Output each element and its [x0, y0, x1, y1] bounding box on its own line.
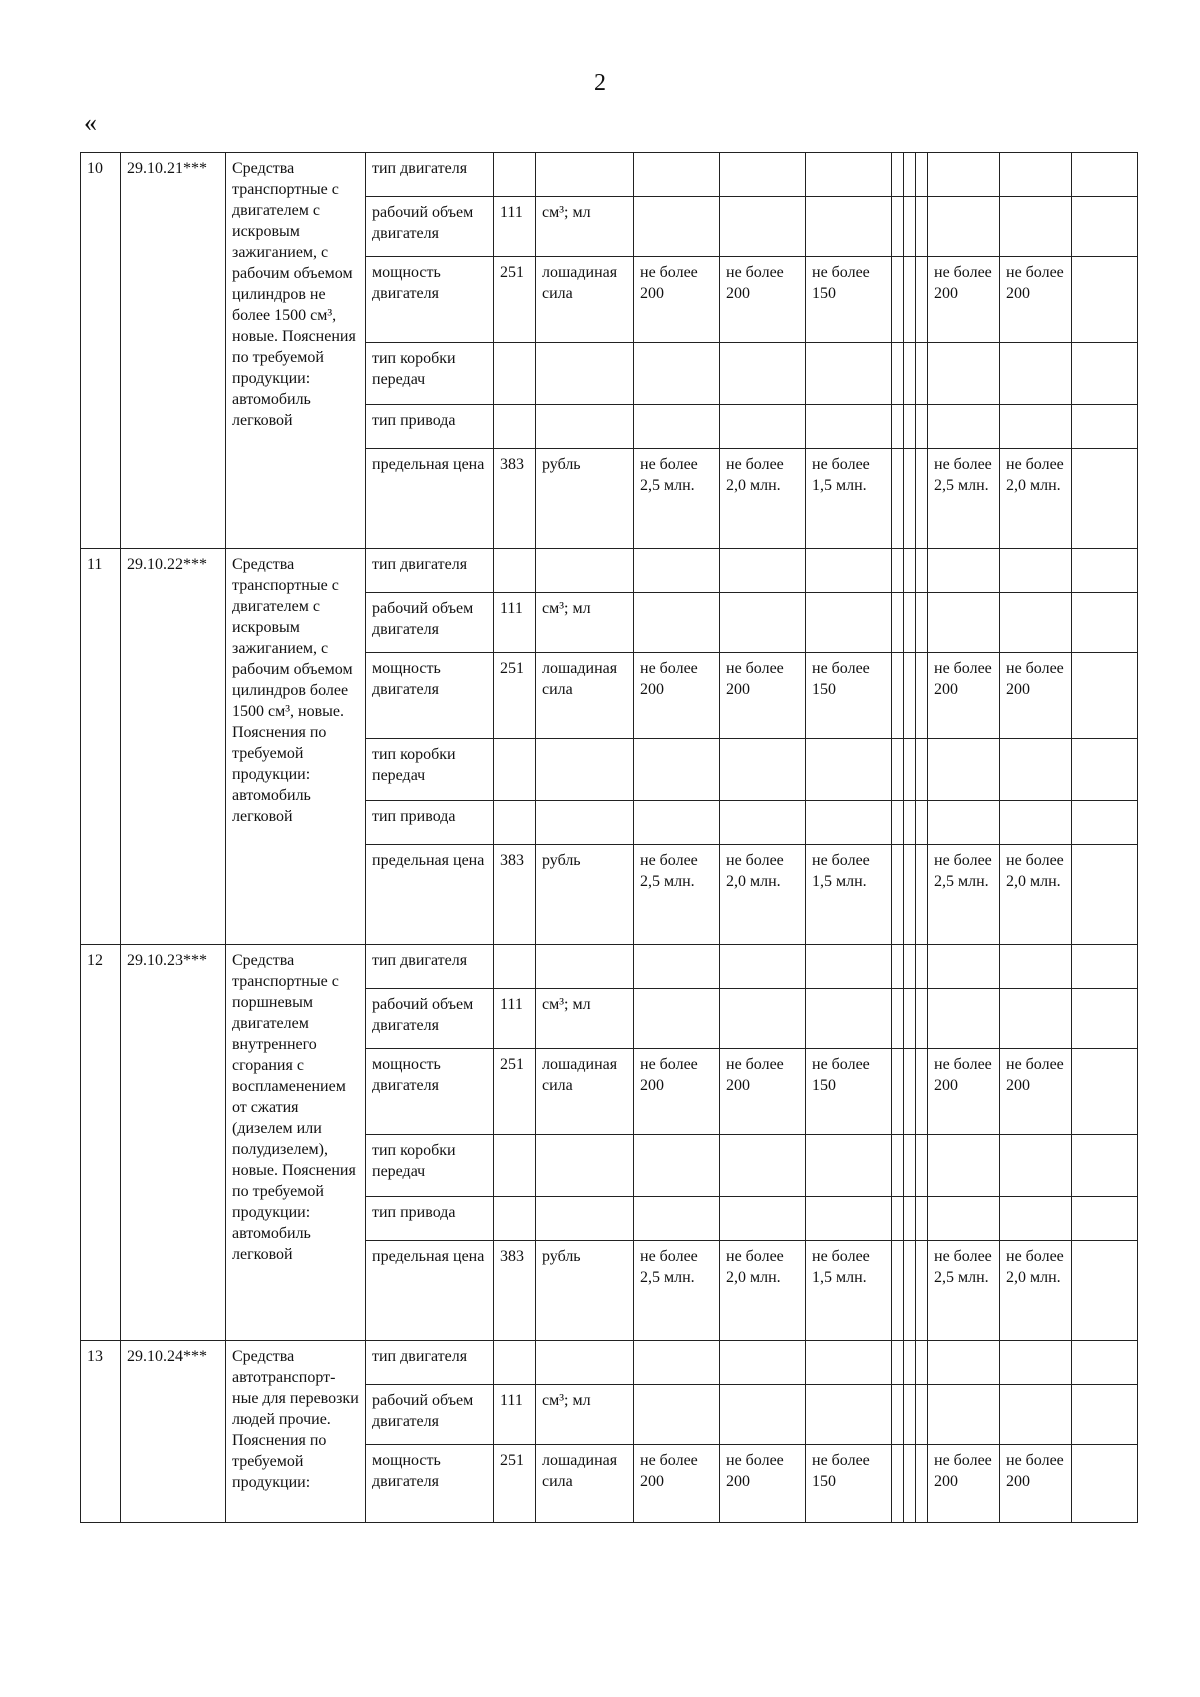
value-cell: [720, 1135, 806, 1197]
okpd-code: 29.10.24***: [121, 1341, 226, 1523]
characteristic-name: тип двигателя: [366, 153, 494, 197]
value-cell: не более 2,0 млн.: [720, 449, 806, 549]
empty-cell: [1072, 1135, 1138, 1197]
empty-cell: [1072, 197, 1138, 257]
narrow-cell: [904, 1049, 916, 1135]
okei-code: [494, 153, 536, 197]
characteristic-name: тип коробки передач: [366, 1135, 494, 1197]
value-cell: [1000, 1197, 1072, 1241]
value-cell: не более 1,5 млн.: [806, 1241, 892, 1341]
value-cell: [634, 405, 720, 449]
value-cell: не более 200: [720, 653, 806, 739]
value-cell: не более 2,5 млн.: [634, 449, 720, 549]
value-cell: [1000, 343, 1072, 405]
unit-name: лошадиная сила: [536, 257, 634, 343]
value-cell: [1000, 549, 1072, 593]
value-cell: не более 2,0 млн.: [720, 1241, 806, 1341]
table-row: [81, 1341, 1138, 1385]
narrow-cell: [892, 1385, 904, 1445]
okpd-code: 29.10.23***: [121, 945, 226, 1341]
vehicle-requirements-table: [80, 152, 1138, 1523]
narrow-cell: [904, 257, 916, 343]
value-cell: [634, 1135, 720, 1197]
value-cell: не более 200: [928, 1049, 1000, 1135]
value-cell: [806, 593, 892, 653]
value-cell: [720, 989, 806, 1049]
unit-name: лошадиная сила: [536, 1445, 634, 1523]
unit-name: см³; мл: [536, 197, 634, 257]
okei-code: 383: [494, 845, 536, 945]
narrow-cell: [916, 1049, 928, 1135]
unit-name: лошадиная сила: [536, 1049, 634, 1135]
value-cell: не более 150: [806, 1049, 892, 1135]
narrow-cell: [892, 653, 904, 739]
okei-code: 251: [494, 1049, 536, 1135]
value-cell: не более 2,5 млн.: [634, 1241, 720, 1341]
narrow-cell: [916, 405, 928, 449]
value-cell: [634, 549, 720, 593]
value-cell: не более 200: [1000, 1049, 1072, 1135]
narrow-cell: [904, 1341, 916, 1385]
empty-cell: [1072, 801, 1138, 845]
value-cell: [806, 1341, 892, 1385]
value-cell: не более 200: [1000, 257, 1072, 343]
value-cell: [806, 153, 892, 197]
narrow-cell: [904, 739, 916, 801]
value-cell: [634, 197, 720, 257]
narrow-cell: [916, 1341, 928, 1385]
empty-cell: [1072, 945, 1138, 989]
value-cell: [1000, 739, 1072, 801]
narrow-cell: [904, 449, 916, 549]
value-cell: [720, 593, 806, 653]
unit-name: рубль: [536, 845, 634, 945]
characteristic-name: предельная цена: [366, 845, 494, 945]
okei-code: 111: [494, 989, 536, 1049]
unit-name: [536, 945, 634, 989]
value-cell: не более 150: [806, 1445, 892, 1523]
value-cell: [928, 197, 1000, 257]
okei-code: 251: [494, 653, 536, 739]
narrow-cell: [916, 1385, 928, 1445]
narrow-cell: [916, 1197, 928, 1241]
narrow-cell: [916, 801, 928, 845]
narrow-cell: [904, 197, 916, 257]
empty-cell: [1072, 1049, 1138, 1135]
narrow-cell: [892, 1135, 904, 1197]
narrow-cell: [892, 197, 904, 257]
empty-cell: [1072, 449, 1138, 549]
narrow-cell: [916, 257, 928, 343]
okei-code: [494, 1197, 536, 1241]
value-cell: [634, 153, 720, 197]
okei-code: [494, 1341, 536, 1385]
value-cell: не более 2,0 млн.: [1000, 1241, 1072, 1341]
opening-quote-mark: «: [84, 108, 97, 137]
narrow-cell: [892, 593, 904, 653]
empty-cell: [1072, 845, 1138, 945]
characteristic-name: тип привода: [366, 801, 494, 845]
okei-code: 383: [494, 1241, 536, 1341]
characteristic-name: рабочий объем двигателя: [366, 197, 494, 257]
unit-name: см³; мл: [536, 1385, 634, 1445]
okei-code: 251: [494, 257, 536, 343]
empty-cell: [1072, 1445, 1138, 1523]
value-cell: не более 1,5 млн.: [806, 845, 892, 945]
value-cell: не более 150: [806, 653, 892, 739]
unit-name: рубль: [536, 449, 634, 549]
unit-name: [536, 739, 634, 801]
narrow-cell: [916, 449, 928, 549]
narrow-cell: [916, 945, 928, 989]
value-cell: [806, 1135, 892, 1197]
okpd-code: 29.10.22***: [121, 549, 226, 945]
table-row: [81, 945, 1138, 989]
value-cell: не более 2,0 млн.: [1000, 449, 1072, 549]
value-cell: [806, 801, 892, 845]
value-cell: [634, 945, 720, 989]
okei-code: 383: [494, 449, 536, 549]
value-cell: [720, 1341, 806, 1385]
narrow-cell: [892, 989, 904, 1049]
okei-code: [494, 945, 536, 989]
narrow-cell: [916, 153, 928, 197]
value-cell: [720, 945, 806, 989]
narrow-cell: [892, 845, 904, 945]
group-number: 10: [81, 153, 121, 549]
narrow-cell: [904, 1445, 916, 1523]
narrow-cell: [904, 549, 916, 593]
value-cell: [1000, 593, 1072, 653]
value-cell: [720, 801, 806, 845]
value-cell: [1000, 1135, 1072, 1197]
narrow-cell: [904, 845, 916, 945]
narrow-cell: [904, 653, 916, 739]
narrow-cell: [904, 1197, 916, 1241]
characteristic-name: тип двигателя: [366, 549, 494, 593]
okei-code: 111: [494, 593, 536, 653]
empty-cell: [1072, 593, 1138, 653]
okpd-code: 29.10.21***: [121, 153, 226, 549]
narrow-cell: [904, 1241, 916, 1341]
value-cell: [806, 989, 892, 1049]
value-cell: [1000, 1341, 1072, 1385]
narrow-cell: [916, 593, 928, 653]
characteristic-name: мощность двигателя: [366, 653, 494, 739]
group-number: 11: [81, 549, 121, 945]
characteristic-name: предельная цена: [366, 1241, 494, 1341]
value-cell: [1000, 1385, 1072, 1445]
okei-code: [494, 343, 536, 405]
narrow-cell: [892, 1197, 904, 1241]
characteristic-name: тип коробки передач: [366, 739, 494, 801]
table-body: [81, 153, 1138, 1523]
value-cell: [720, 343, 806, 405]
narrow-cell: [916, 1135, 928, 1197]
empty-cell: [1072, 549, 1138, 593]
value-cell: [1000, 197, 1072, 257]
narrow-cell: [892, 257, 904, 343]
value-cell: [928, 549, 1000, 593]
value-cell: [634, 593, 720, 653]
value-cell: [720, 197, 806, 257]
narrow-cell: [916, 197, 928, 257]
unit-name: [536, 801, 634, 845]
value-cell: не более 200: [634, 1049, 720, 1135]
narrow-cell: [904, 343, 916, 405]
group-number: 13: [81, 1341, 121, 1523]
empty-cell: [1072, 1197, 1138, 1241]
okei-code: [494, 549, 536, 593]
narrow-cell: [916, 549, 928, 593]
value-cell: [720, 153, 806, 197]
narrow-cell: [916, 653, 928, 739]
value-cell: [806, 197, 892, 257]
value-cell: [928, 1385, 1000, 1445]
characteristic-name: мощность двигателя: [366, 257, 494, 343]
empty-cell: [1072, 989, 1138, 1049]
value-cell: [634, 343, 720, 405]
value-cell: [928, 739, 1000, 801]
product-description: Средства автотранспорт- ные для перевозки людей прочие. Пояснения по требуемой продукции:: [226, 1341, 366, 1523]
narrow-cell: [892, 801, 904, 845]
value-cell: [928, 989, 1000, 1049]
value-cell: [806, 343, 892, 405]
okei-code: [494, 739, 536, 801]
value-cell: [720, 405, 806, 449]
value-cell: не более 2,0 млн.: [1000, 845, 1072, 945]
value-cell: [634, 801, 720, 845]
narrow-cell: [892, 343, 904, 405]
unit-name: [536, 1135, 634, 1197]
value-cell: не более 200: [928, 653, 1000, 739]
okei-code: 111: [494, 197, 536, 257]
empty-cell: [1072, 1341, 1138, 1385]
value-cell: [928, 153, 1000, 197]
value-cell: не более 2,5 млн.: [634, 845, 720, 945]
value-cell: [720, 549, 806, 593]
value-cell: не более 200: [1000, 1445, 1072, 1523]
value-cell: не более 2,5 млн.: [928, 449, 1000, 549]
value-cell: [806, 549, 892, 593]
table-row: [81, 153, 1138, 197]
value-cell: не более 2,0 млн.: [720, 845, 806, 945]
okei-code: [494, 1135, 536, 1197]
value-cell: [720, 1197, 806, 1241]
empty-cell: [1072, 343, 1138, 405]
empty-cell: [1072, 1385, 1138, 1445]
characteristic-name: мощность двигателя: [366, 1445, 494, 1523]
narrow-cell: [904, 989, 916, 1049]
product-description: Средства транспортные с двигателем с искровым зажиганием, с рабочим объемом цилиндров не более 1500 см³, новые. Пояснения по требуемой продукции: автомобиль легковой: [226, 153, 366, 549]
value-cell: [634, 1341, 720, 1385]
unit-name: [536, 549, 634, 593]
empty-cell: [1072, 257, 1138, 343]
value-cell: не более 200: [634, 257, 720, 343]
narrow-cell: [892, 945, 904, 989]
unit-name: [536, 405, 634, 449]
okei-code: [494, 405, 536, 449]
unit-name: лошадиная сила: [536, 653, 634, 739]
narrow-cell: [916, 989, 928, 1049]
value-cell: [806, 739, 892, 801]
characteristic-name: рабочий объем двигателя: [366, 1385, 494, 1445]
narrow-cell: [904, 1385, 916, 1445]
product-description: Средства транспортные с двигателем с искровым зажиганием, с рабочим объемом цилиндров более 1500 см³, новые. Пояснения по требуемой продукции: автомобиль легковой: [226, 549, 366, 945]
value-cell: [1000, 989, 1072, 1049]
page-number: 2: [594, 70, 606, 96]
narrow-cell: [904, 945, 916, 989]
unit-name: [536, 1197, 634, 1241]
value-cell: не более 200: [928, 1445, 1000, 1523]
narrow-cell: [916, 739, 928, 801]
value-cell: не более 200: [1000, 653, 1072, 739]
value-cell: [634, 1197, 720, 1241]
table-row: [81, 549, 1138, 593]
empty-cell: [1072, 653, 1138, 739]
narrow-cell: [904, 405, 916, 449]
value-cell: [928, 405, 1000, 449]
characteristic-name: мощность двигателя: [366, 1049, 494, 1135]
value-cell: не более 200: [720, 257, 806, 343]
characteristic-name: тип двигателя: [366, 945, 494, 989]
unit-name: [536, 343, 634, 405]
value-cell: [1000, 405, 1072, 449]
value-cell: [806, 1385, 892, 1445]
value-cell: [928, 1197, 1000, 1241]
unit-name: см³; мл: [536, 593, 634, 653]
value-cell: [928, 1135, 1000, 1197]
empty-cell: [1072, 739, 1138, 801]
value-cell: [806, 1197, 892, 1241]
unit-name: см³; мл: [536, 989, 634, 1049]
empty-cell: [1072, 153, 1138, 197]
value-cell: [928, 593, 1000, 653]
narrow-cell: [916, 845, 928, 945]
value-cell: [634, 1385, 720, 1445]
characteristic-name: предельная цена: [366, 449, 494, 549]
value-cell: не более 150: [806, 257, 892, 343]
value-cell: [1000, 153, 1072, 197]
narrow-cell: [892, 405, 904, 449]
value-cell: не более 1,5 млн.: [806, 449, 892, 549]
narrow-cell: [904, 153, 916, 197]
narrow-cell: [904, 593, 916, 653]
characteristic-name: тип привода: [366, 405, 494, 449]
characteristic-name: рабочий объем двигателя: [366, 593, 494, 653]
empty-cell: [1072, 1241, 1138, 1341]
unit-name: рубль: [536, 1241, 634, 1341]
value-cell: [720, 739, 806, 801]
value-cell: не более 200: [720, 1445, 806, 1523]
value-cell: [1000, 801, 1072, 845]
value-cell: [634, 989, 720, 1049]
value-cell: [720, 1385, 806, 1445]
narrow-cell: [904, 1135, 916, 1197]
value-cell: не более 2,5 млн.: [928, 845, 1000, 945]
narrow-cell: [892, 1049, 904, 1135]
value-cell: не более 200: [634, 653, 720, 739]
value-cell: не более 200: [928, 257, 1000, 343]
value-cell: не более 200: [720, 1049, 806, 1135]
product-description: Средства транспортные с поршневым двигателем внутреннего сгорания с воспламенением от сжатия (дизелем или полудизелем), новые. Пояснения по требуемой продукции: автомобиль легковой: [226, 945, 366, 1341]
value-cell: [928, 1341, 1000, 1385]
characteristic-name: тип привода: [366, 1197, 494, 1241]
value-cell: [928, 801, 1000, 845]
narrow-cell: [892, 549, 904, 593]
group-number: 12: [81, 945, 121, 1341]
narrow-cell: [892, 153, 904, 197]
narrow-cell: [892, 739, 904, 801]
characteristic-name: тип коробки передач: [366, 343, 494, 405]
narrow-cell: [892, 1241, 904, 1341]
narrow-cell: [892, 449, 904, 549]
unit-name: [536, 1341, 634, 1385]
okei-code: [494, 801, 536, 845]
value-cell: [806, 945, 892, 989]
characteristic-name: тип двигателя: [366, 1341, 494, 1385]
value-cell: [928, 343, 1000, 405]
narrow-cell: [904, 801, 916, 845]
narrow-cell: [916, 343, 928, 405]
unit-name: [536, 153, 634, 197]
value-cell: [1000, 945, 1072, 989]
narrow-cell: [892, 1445, 904, 1523]
value-cell: [634, 739, 720, 801]
narrow-cell: [916, 1445, 928, 1523]
okei-code: 111: [494, 1385, 536, 1445]
okei-code: 251: [494, 1445, 536, 1523]
value-cell: [806, 405, 892, 449]
value-cell: не более 200: [634, 1445, 720, 1523]
value-cell: не более 2,5 млн.: [928, 1241, 1000, 1341]
characteristic-name: рабочий объем двигателя: [366, 989, 494, 1049]
value-cell: [928, 945, 1000, 989]
empty-cell: [1072, 405, 1138, 449]
narrow-cell: [892, 1341, 904, 1385]
narrow-cell: [916, 1241, 928, 1341]
